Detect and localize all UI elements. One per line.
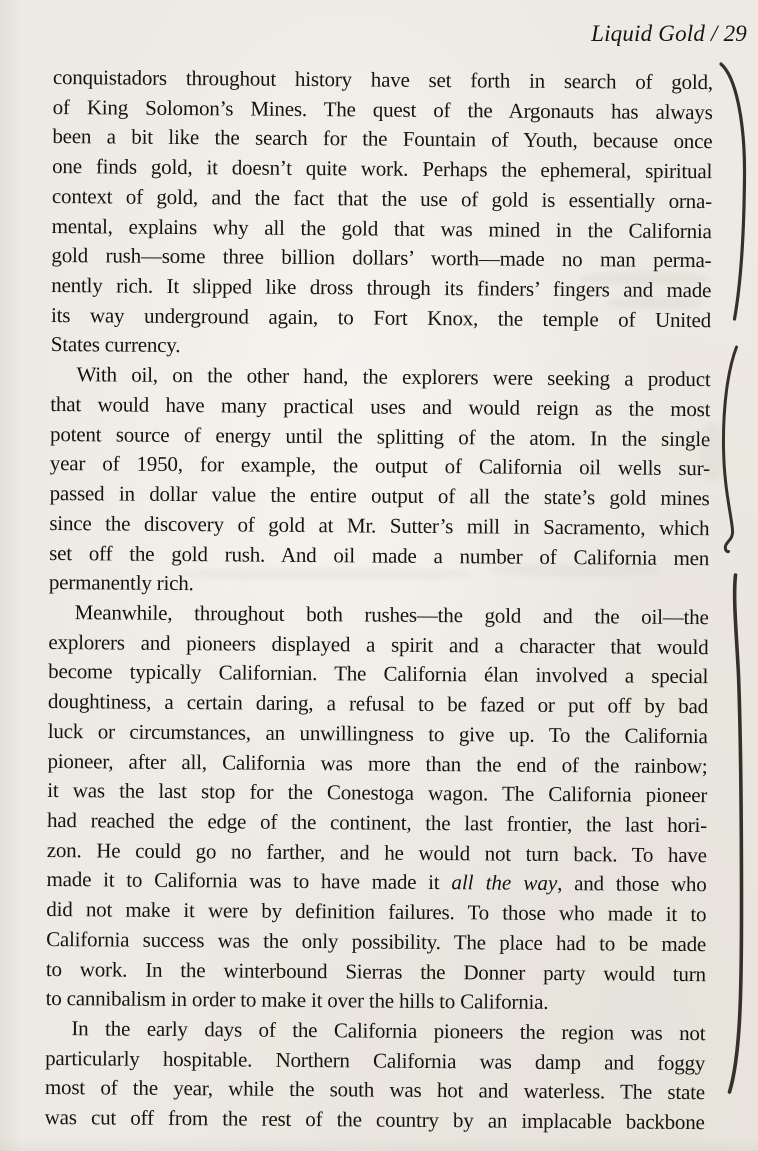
text-line: luck or circumstances, an unwillingness to give up. To the California [47,718,708,748]
text-line: gold rush—some three billion dollars’ worth—made no man perma- [51,243,712,273]
pen-bracket-2-icon [723,347,736,552]
text-line: set off the gold rush. And oil made a number of California men [49,540,710,570]
text-line: particularly hospitable. Northern California was damp and foggy [45,1045,706,1075]
text-line: had reached the edge of the continent, the last frontier, the last hori- [46,807,708,838]
text-line: permanently rich. [48,570,194,596]
text-line: With oil, on the other hand, the explorers were seeking a product [76,362,711,392]
text-line: zon. He could go no farther, and he would not turn back. To have [46,837,707,867]
text-line: to cannibalism in order to make it over the hills to California. [45,986,549,1015]
text-line: did not make it were by definition failures. To those who made it to [46,897,707,927]
pen-bracket-3-icon [730,575,742,1092]
text-line: potent source of energy until the splitting of the atom. In the single [49,421,711,451]
text-line: was cut off from the rest of the country by an implacable backbone [44,1105,705,1135]
text-line: In the early days of the California pioneers the region was not [71,1016,706,1046]
text-line: that would have many practical uses and would reign as the most [50,391,711,422]
text-line: context of gold, and the fact that the use of gold is essentially orna- [51,183,713,214]
text-line: most of the year, while the south was hot and waterless. The state [44,1075,706,1105]
text-line: doughtiness, a certain daring, a refusal to be fazed or put off by bad [47,689,709,719]
text-line: conquistadors throughout history have set forth in search of gold, [52,64,713,95]
text-line: its way underground again, to Fort Knox, the temple of United [50,302,712,332]
text-line: since the discovery of gold at Mr. Sutter’s mill in Sacramento, which [49,510,710,540]
text-line: nently rich. It slipped like dross through its finders’ fingers and made [51,273,712,303]
text-line: been a bit like the search for the Fountain of Youth, because once [52,124,713,154]
text-line: year of 1950, for example, the output of California oil wells sur- [49,451,710,481]
body-text [45,63,713,1138]
running-header: Liquid Gold / 29 [591,21,747,46]
text-line: States currency. [50,332,181,358]
text-line: explorers and pioneers displayed a spirit and a character that would [48,629,709,659]
text-line: to work. In the winterbound Sierras the Donner party would turn [45,956,706,986]
text-line: pioneer, after all, California was more than the end of the rainbow; [47,748,708,778]
text-line: one finds gold, it doesn’t quite work. Perhaps the ephemeral, spiritual [52,154,713,184]
text-line: mental, explains why all the gold that was mined in the California [51,213,712,243]
pen-bracket-1-icon [721,64,745,319]
text-line: of King Solomon’s Mines. The quest of the Argonauts has always [52,94,713,124]
text-line: made it to California was to have made it all the way, and those who [46,867,707,897]
text-line: Meanwhile, throughout both rushes—the gold and the oil—the [74,600,709,630]
text-line: California success was the only possibility. The place had to be made [46,926,707,956]
text-line: it was the last stop for the Conestoga wagon. The California pioneer [47,778,708,808]
text-line: passed in dollar value the entire output of all the state’s gold mines [49,481,710,511]
text-line: become typically Californian. The California élan involved a special [48,659,709,689]
